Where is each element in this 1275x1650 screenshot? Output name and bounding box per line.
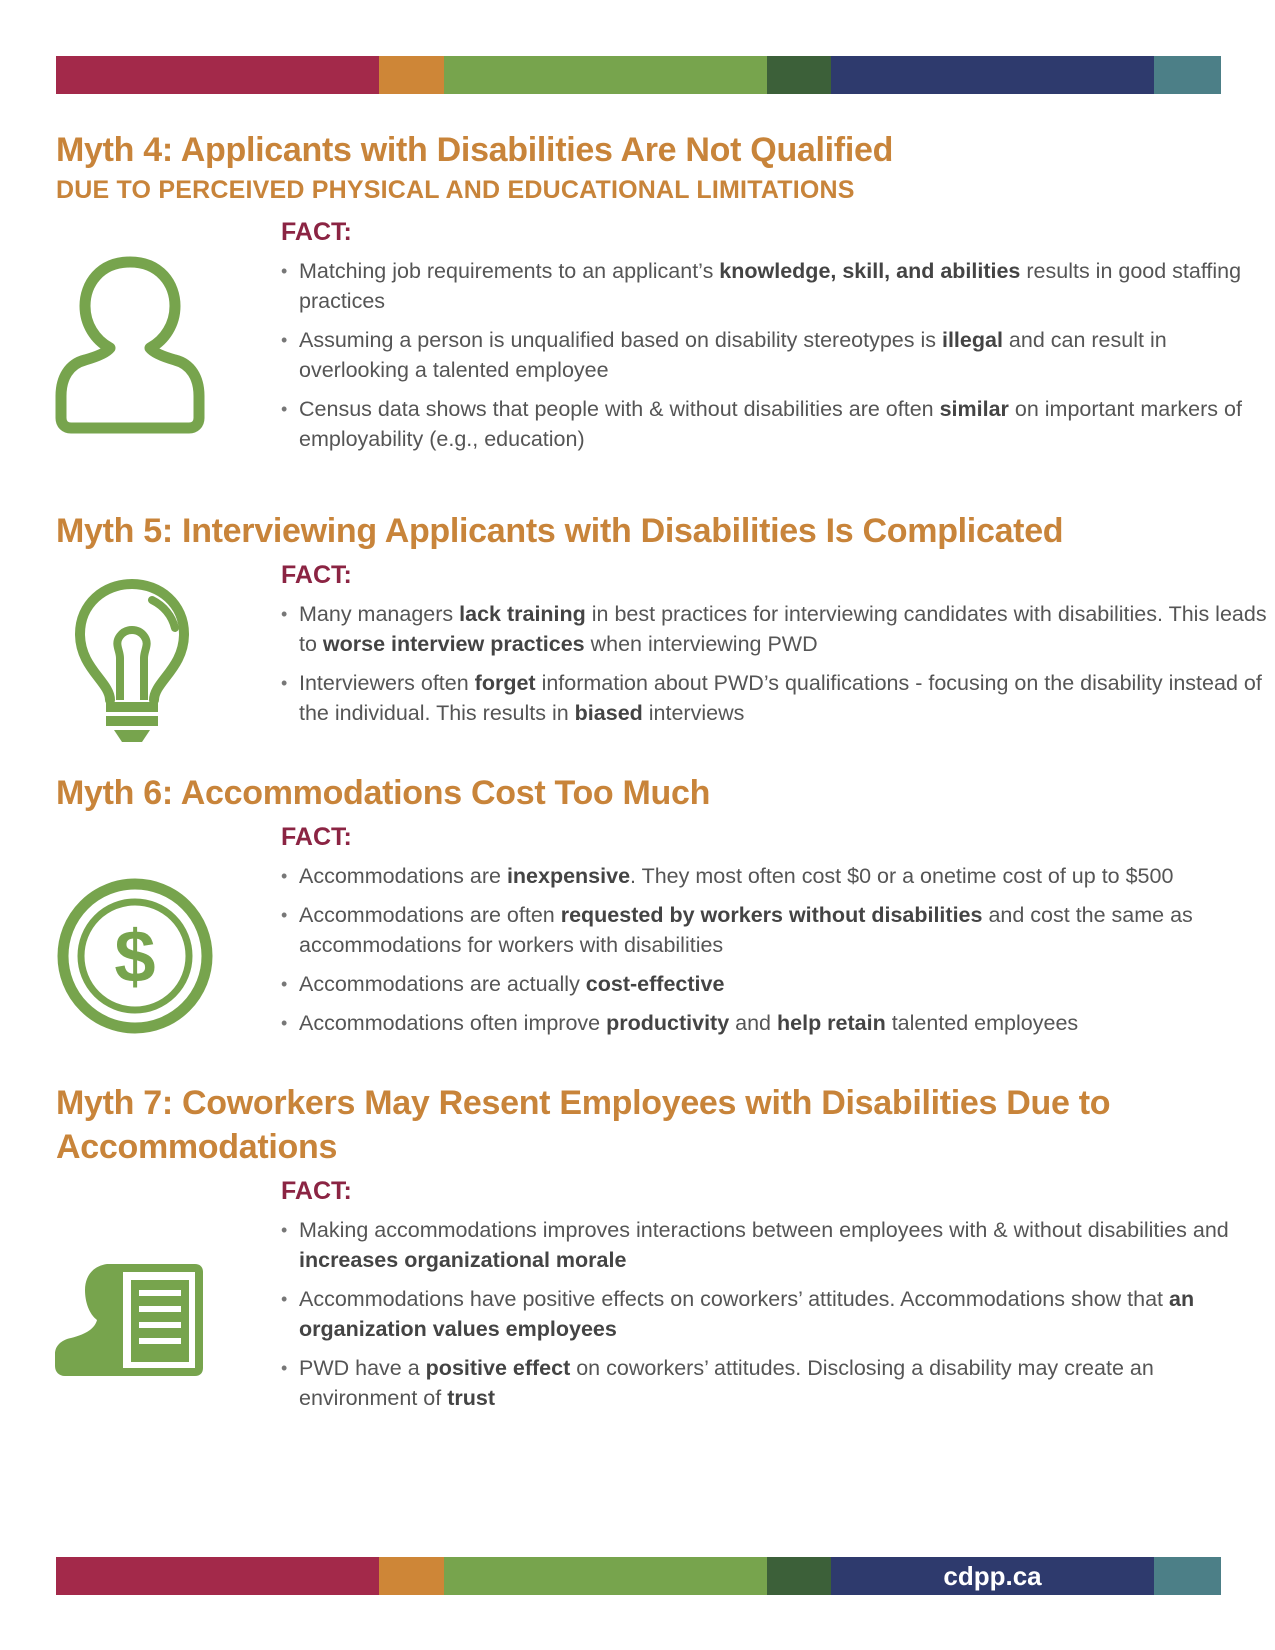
fact-text: Matching job requirements to an applicant’s [299, 259, 720, 283]
fact-label: FACT: [281, 1177, 352, 1205]
lightbulb-icon [72, 578, 192, 748]
bar-segment-navy [831, 56, 1154, 94]
bar-segment-teal [1154, 56, 1221, 94]
fact-text: . They most often cost $0 or a onetime cost of up to $500 [630, 864, 1174, 888]
fact-label: FACT: [281, 561, 352, 589]
fact-text: information about PWD’s qualifications - focusing on the disability instead of the individual. This results in [299, 671, 1262, 725]
fact-item [281, 900, 1271, 960]
fact-text: Assuming a person is unqualified based on disability stereotypes is [299, 328, 942, 352]
bar-segment-crimson [56, 56, 379, 94]
fact-text: PWD have a [299, 1356, 426, 1380]
emphasis-text: knowledge, skill, and abilities [719, 259, 1021, 283]
myth-title: Myth 4: Applicants with Disabilities Are Not Qualified [56, 131, 894, 169]
website-link[interactable]: cdpp.ca [943, 1561, 1042, 1591]
myth-4-section [56, 128, 1242, 451]
myth-title: Myth 5: Interviewing Applicants with Disabilities Is Complicated [56, 512, 1064, 550]
fact-item [281, 1215, 1271, 1275]
bar-segment-teal [1154, 1557, 1221, 1595]
emphasis-text: cost-effective [585, 972, 725, 996]
bar-segment-orange [379, 56, 444, 94]
fact-text: and can result in overlooking a talented employee [299, 328, 1167, 382]
myth-title: Myth 6: Accommodations Cost Too Much [56, 774, 711, 812]
emphasis-text: productivity [606, 1011, 730, 1035]
emphasis-text: biased [574, 701, 643, 725]
fact-list [281, 256, 1271, 463]
fact-text: results in good staffing practices [299, 259, 1242, 313]
myth-7-section [56, 1081, 1229, 1410]
emphasis-text: trust [447, 1386, 495, 1410]
svg-text:$: $ [114, 915, 156, 998]
emphasis-text: positive effect [425, 1356, 571, 1380]
fact-text: Making accommodations improves interactions between employees with & without disabilities and [299, 1218, 1229, 1242]
fact-item [281, 1353, 1271, 1413]
fact-item [281, 861, 1271, 891]
fact-text: Accommodations often improve [299, 1011, 607, 1035]
myth-subtitle: DUE TO PERCEIVED PHYSICAL AND EDUCATIONAL LIMITATIONS [56, 176, 855, 204]
myth-6-section [56, 771, 1226, 1035]
bar-segment-orange [379, 1557, 444, 1595]
fact-text: Accommodations are often [299, 903, 561, 927]
emphasis-text: forget [474, 671, 536, 695]
fact-text: on coworkers’ attitudes. Disclosing a disability may create an environment of [299, 1356, 1154, 1410]
emphasis-text: worse interview practices [322, 632, 585, 656]
emphasis-text: increases organizational morale [299, 1248, 627, 1272]
emphasis-text: inexpensive [506, 864, 631, 888]
fact-text: Accommodations have positive effects on coworkers’ attitudes. Accommodations show that [299, 1287, 1169, 1311]
emphasis-text: an organization values employees [299, 1287, 1195, 1341]
bar-segment-navy [831, 1557, 1154, 1595]
person-document-icon [55, 1262, 205, 1377]
emphasis-text: help retain [777, 1011, 886, 1035]
top-color-bar [56, 56, 1221, 94]
fact-item [281, 1008, 1271, 1038]
emphasis-text: similar [939, 397, 1009, 421]
fact-list [281, 1215, 1271, 1422]
fact-item [281, 256, 1271, 316]
fact-text: and cost the same as accommodations for workers with disabilities [299, 903, 1193, 957]
emphasis-text: requested by workers without disabilities [560, 903, 983, 927]
fact-text: when interviewing PWD [584, 632, 818, 656]
fact-text: Many managers [299, 602, 460, 626]
fact-text: interviews [642, 701, 745, 725]
fact-item [281, 325, 1271, 385]
fact-text: in best practices for interviewing candidates with disabilities. This leads to [299, 602, 1267, 656]
fact-text: Accommodations are [299, 864, 507, 888]
dollar-coin-icon [55, 876, 215, 1036]
bar-segment-green [444, 56, 767, 94]
emphasis-text: lack training [459, 602, 586, 626]
myth-title: Myth 7: Coworkers May Resent Employees with Disabilities Due to Accommodations [56, 1084, 1111, 1166]
fact-list [281, 599, 1271, 737]
fact-label: FACT: [281, 823, 352, 851]
fact-label: FACT: [281, 218, 352, 246]
bar-segment-crimson [56, 1557, 379, 1595]
fact-text: and [729, 1011, 777, 1035]
emphasis-text: illegal [941, 328, 1003, 352]
fact-list [281, 861, 1271, 1047]
fact-text: Accommodations are actually [299, 972, 586, 996]
fact-item [281, 969, 1271, 999]
fact-text: on important markers of employability (e.g., education) [299, 397, 1242, 451]
fact-item [281, 668, 1271, 728]
myth-5-section [56, 509, 1267, 725]
fact-item [281, 1284, 1271, 1344]
fact-text: Interviewers often [299, 671, 475, 695]
fact-item [281, 599, 1271, 659]
bottom-color-bar [56, 1557, 1221, 1595]
person-silhouette-icon [55, 256, 205, 436]
fact-text: Census data shows that people with & without disabilities are often [299, 397, 940, 421]
bar-segment-dark-green [767, 1557, 831, 1595]
bar-segment-green [444, 1557, 767, 1595]
fact-text: talented employees [885, 1011, 1079, 1035]
fact-item [281, 394, 1271, 454]
bar-segment-dark-green [767, 56, 831, 94]
